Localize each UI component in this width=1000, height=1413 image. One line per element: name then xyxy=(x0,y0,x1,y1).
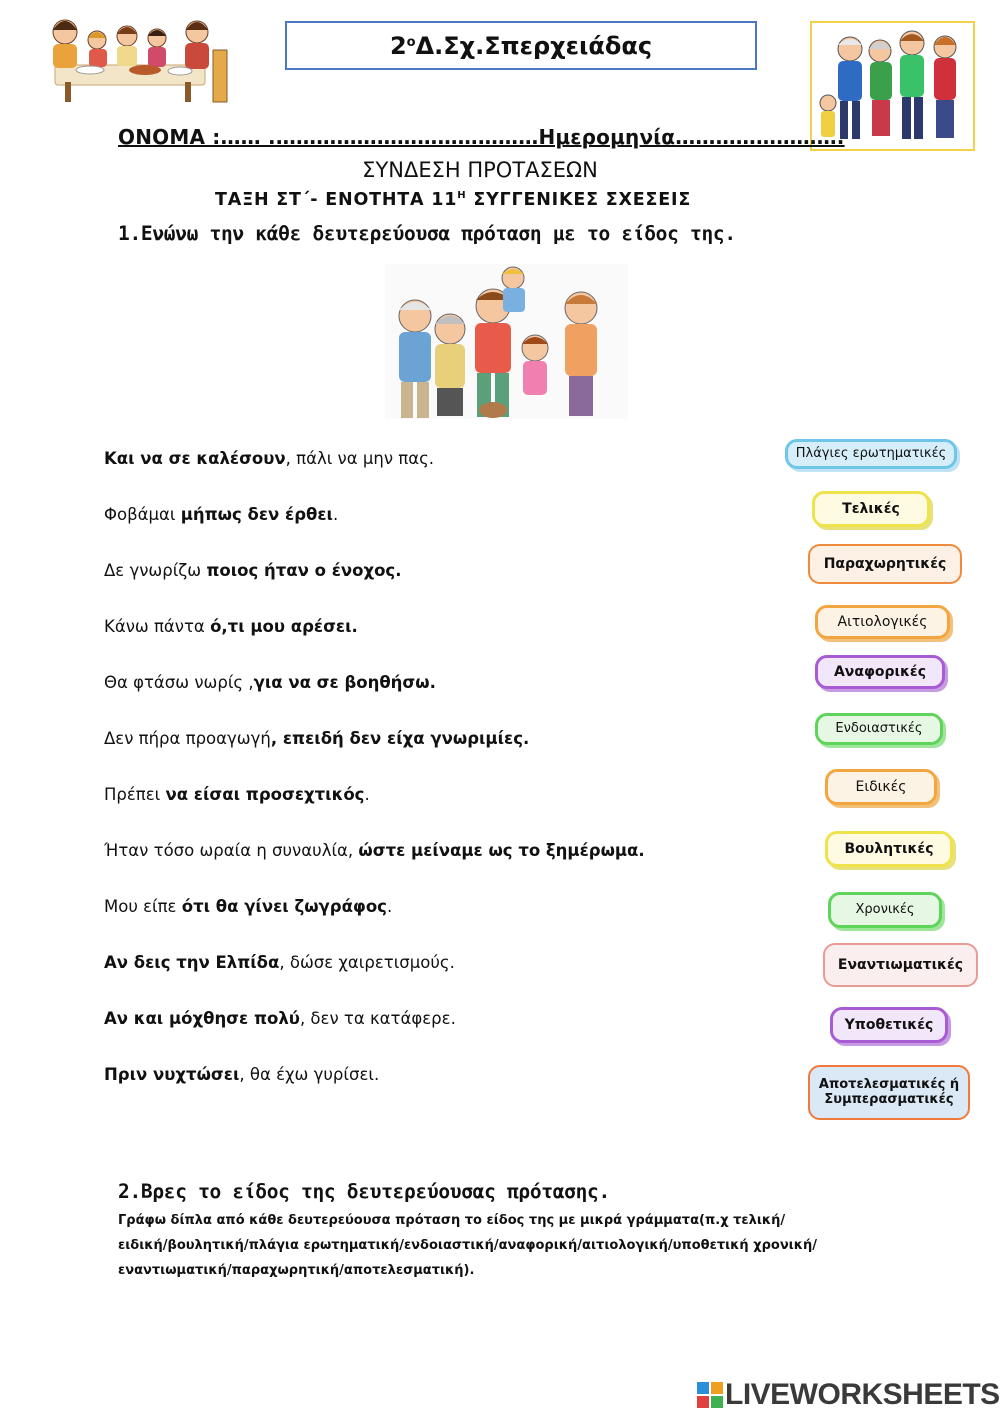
liveworksheets-icon xyxy=(697,1382,723,1408)
subtitle-pre: ΤΑΞΗ ΣΤ΄- ΕΝΟΤΗΤΑ 11 xyxy=(215,190,458,210)
sentence-9-bold: ότι θα γίνει ζωγράφος xyxy=(181,897,387,916)
sentence-7-end: . xyxy=(364,785,370,804)
task2-instruction: Γράφω δίπλα από κάθε δευτερεύουσα πρόταση το είδος της με μικρά γράμματα(π.χ τελική/ ειδική/βουλητική/πλάγια ερωτηματική/ενδοιαστική/αναφορική/αιτιολογική/υποθετική χρονική/εναντιωματική/παραχωρητική/αποτελεσματική). xyxy=(118,1213,817,1278)
family-group-illustration xyxy=(385,264,628,419)
sentence-4-main: Κάνω πάντα xyxy=(104,617,211,636)
task2-title: 2.Βρες το είδος της δευτερεύουσας πρότασης. xyxy=(118,1180,610,1203)
label-ypothetikes[interactable]: Υποθετικές xyxy=(830,1007,948,1043)
subtitle-post: ΣΥΓΓΕΝΙΚΕΣ ΣΧΕΣΕΙΣ xyxy=(466,190,692,210)
label-paraxoritikes[interactable]: Παραχωρητικές xyxy=(808,544,962,584)
sentence-1-rest: , πάλι να μην πας. xyxy=(285,449,435,468)
sentence-12-rest: , θα έχω γυρίσει. xyxy=(239,1065,380,1084)
sentence-3-main: Δε γνωρίζω xyxy=(104,561,207,580)
sentence-9-end: . xyxy=(386,897,393,916)
school-name-box xyxy=(285,21,757,70)
sentence-11 xyxy=(104,1009,456,1028)
school-ordinal: ο xyxy=(406,35,416,50)
sentence-6-main: Δεν πήρα προαγωγή xyxy=(104,729,271,748)
liveworksheets-brand: LIVEWORKSHEETS xyxy=(725,1378,1000,1411)
sentence-5-main: Θα φτάσω νωρίς , xyxy=(104,673,254,692)
sentence-2 xyxy=(104,505,338,524)
sentence-7-main: Πρέπει xyxy=(104,785,166,804)
sentence-1-bold: Και να σε καλέσουν xyxy=(104,449,286,468)
label-enantiomatikes[interactable]: Εναντιωματικές xyxy=(823,943,978,987)
sentence-5-bold: για να σε βοηθήσω. xyxy=(253,673,436,692)
sentence-4-bold: ό,τι μου αρέσει. xyxy=(210,617,358,636)
school-name: Δ.Σχ.Σπερχειάδας xyxy=(415,31,653,60)
sentence-12-bold: Πριν νυχτώσει xyxy=(104,1065,240,1084)
label-anaforikes[interactable]: Αναφορικές xyxy=(815,655,945,689)
sentence-1 xyxy=(104,449,434,468)
subtitle-sup: Η xyxy=(457,190,467,202)
label-apotelesmatikes[interactable]: Αποτελεσματικές ή Συμπερασματικές xyxy=(808,1065,970,1120)
sentence-12 xyxy=(104,1065,379,1084)
school-prefix: 2 xyxy=(389,31,407,60)
label-plagies-erotimatikes[interactable]: Πλάγιες ερωτηματικές xyxy=(785,439,957,469)
sentence-2-main: Φοβάμαι xyxy=(104,505,181,524)
name-date-line: ΟΝΟΜΑ :…… .…………………………………Ημερομηνία……………………. xyxy=(118,125,845,149)
label-xronikes[interactable]: Χρονικές xyxy=(828,892,942,928)
sentence-2-bold: μήπως δεν έρθει xyxy=(180,505,333,524)
sentence-8-main: Ήταν τόσο ωραία η συναυλία, xyxy=(104,841,359,860)
sentence-7-bold: να είσαι προσεχτικός xyxy=(165,785,365,804)
label-eidikes[interactable]: Ειδικές xyxy=(825,769,937,805)
sentence-5 xyxy=(104,673,436,692)
sentence-11-rest: , δεν τα κατάφερε. xyxy=(299,1009,456,1028)
sentence-4 xyxy=(104,617,358,636)
sentence-10-bold: Αν δεις την Ελπίδα xyxy=(104,953,280,972)
sentence-6-bold: , επειδή δεν είχα γνωριμίες. xyxy=(270,729,530,748)
task1-instruction: 1.Ενώνω την κάθε δευτερεύουσα πρόταση με το είδος της. xyxy=(118,222,736,245)
label-telikes[interactable]: Τελικές xyxy=(812,491,930,527)
label-voulitikes[interactable]: Βουλητικές xyxy=(825,831,953,867)
label-endoiastikes[interactable]: Ενδοιαστικές xyxy=(815,713,943,745)
sentence-6 xyxy=(104,729,529,748)
sentence-2-end: . xyxy=(332,505,339,524)
worksheet-subtitle xyxy=(215,190,691,210)
family-dinner-illustration xyxy=(35,10,235,105)
sentence-3 xyxy=(104,561,401,580)
worksheet-title-text: ΣΥΝΔΕΣΗ ΠΡΟΤΑΣΕΩΝ xyxy=(362,158,598,182)
sentence-3-bold: ποιος ήταν ο ένοχος. xyxy=(206,561,402,580)
sentence-9 xyxy=(104,897,392,916)
sentence-8-bold: ώστε μείναμε ως το ξημέρωμα. xyxy=(358,841,645,860)
sentence-8 xyxy=(104,841,645,860)
worksheet-title xyxy=(0,158,1000,182)
sentence-11-bold: Αν και μόχθησε πολύ xyxy=(104,1009,300,1028)
sentence-7 xyxy=(104,785,370,804)
label-aitiologikes[interactable]: Αιτιολογικές xyxy=(815,605,950,639)
sentence-9-main: Μου είπε xyxy=(104,897,182,916)
liveworksheets-logo xyxy=(697,1378,1000,1412)
sentence-10-rest: , δώσε χαιρετισμούς. xyxy=(279,953,455,972)
sentence-10 xyxy=(104,953,455,972)
